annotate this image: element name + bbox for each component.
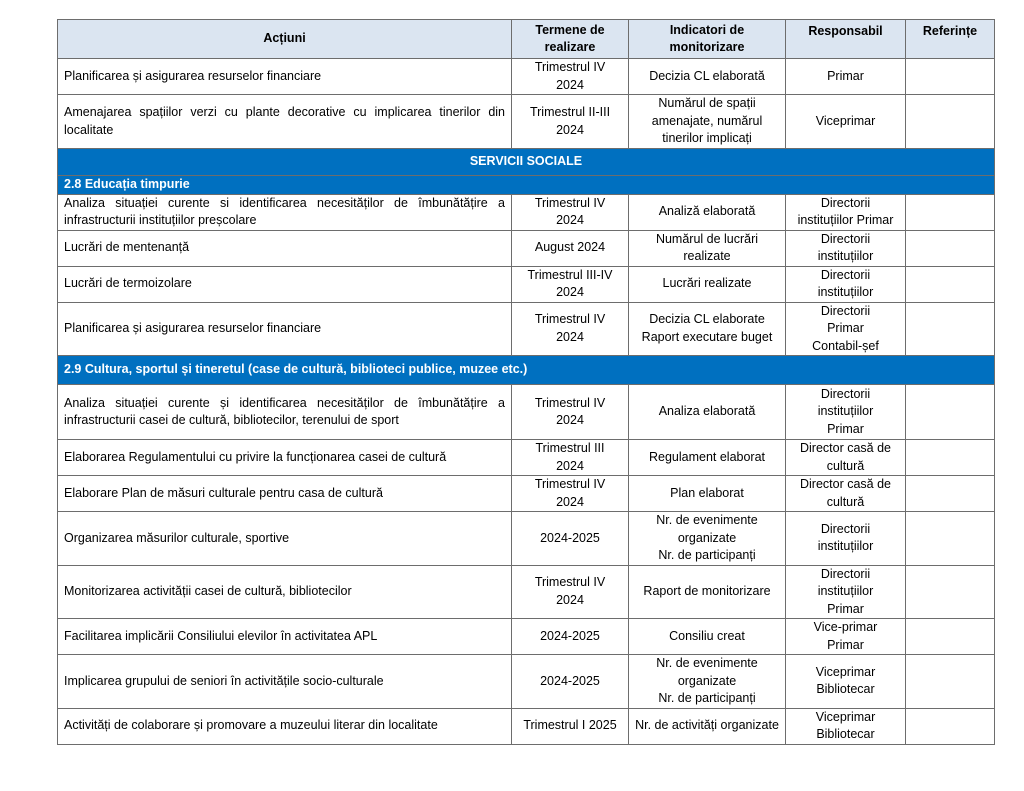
responsible-line: Primar [827, 421, 864, 436]
action-cell: Elaborarea Regulamentului cu privire la funcționarea casei de cultură [58, 440, 512, 476]
responsible-line: Primar [827, 601, 864, 616]
deadline-line: Trimestrul IV [534, 477, 606, 491]
table-row [58, 655, 995, 709]
reference-cell [906, 708, 995, 744]
indicator-cell [629, 194, 786, 230]
responsible-cell [786, 59, 906, 95]
indicator-line: organizate [677, 673, 737, 688]
reference-cell [906, 59, 995, 95]
action-cell: Activități de colaborare și promovare a muzeului literar din localitate [58, 708, 512, 744]
reference-cell [906, 95, 995, 149]
responsible-cell [786, 476, 906, 512]
deadline-line: Trimestrul I 2025 [523, 718, 617, 733]
table-header-row [58, 20, 995, 59]
action-cell: Elaborare Plan de măsuri culturale pentru casa de cultură [58, 476, 512, 512]
indicator-line: Decizia CL elaborate [649, 312, 765, 327]
deadline-line: Trimestrul IV [534, 60, 606, 74]
table-row [58, 302, 995, 356]
table-row [58, 708, 995, 744]
responsible-line: Viceprimar [815, 709, 876, 724]
responsible-cell [786, 440, 906, 476]
indicator-cell [629, 440, 786, 476]
indicator-line: Analiză elaborată [658, 204, 756, 219]
responsible-line: cultură [826, 494, 865, 509]
reference-cell [906, 512, 995, 566]
responsible-line: Vice-primar [813, 620, 878, 634]
responsible-line: instituțiilor [817, 404, 874, 419]
responsible-line: Directorii [820, 566, 871, 581]
action-cell: Implicarea grupului de seniori în activitățile socio-culturale [58, 655, 512, 709]
action-cell: Analiza situației curente si identificarea necesităților de îmbunătățire a infrastructurii instituțiilor preșcolare [58, 194, 512, 230]
responsible-line: instituțiilor [817, 285, 874, 299]
responsible-line: Contabil-șef [812, 338, 879, 353]
table-row [58, 512, 995, 566]
responsible-cell [786, 194, 906, 230]
subsection-title-2-9: 2.9 Cultura, sportul și tineretul (case de cultură, biblioteci publice, muzee etc.) [58, 356, 995, 385]
action-cell: Planificarea și asigurarea resurselor financiare [58, 302, 512, 356]
deadline-cell [512, 266, 629, 302]
deadline-line: 2024 [556, 494, 584, 509]
rows-top [58, 59, 995, 149]
indicator-line: Regulament elaborat [648, 449, 766, 464]
deadline-cell [512, 440, 629, 476]
indicator-line: organizate [677, 530, 737, 545]
deadline-line: 2024 [556, 413, 584, 427]
action-cell: Lucrări de mentenanță [58, 230, 512, 266]
indicator-cell [629, 708, 786, 744]
deadline-line: Trimestrul III-IV [527, 267, 613, 282]
indicator-line: Plan elaborat [670, 485, 744, 500]
deadline-cell [512, 512, 629, 566]
responsible-cell [786, 302, 906, 356]
responsible-line: instituțiilor Primar [797, 213, 894, 227]
deadline-cell [512, 708, 629, 744]
responsible-cell [786, 565, 906, 619]
subsection-title-2-8: 2.8 Educația timpurie [58, 176, 995, 195]
responsible-line: Bibliotecar [816, 682, 875, 697]
rows-2-9 [58, 385, 995, 745]
reference-cell [906, 266, 995, 302]
table-row [58, 619, 995, 655]
action-cell: Lucrări de termoizolare [58, 266, 512, 302]
indicator-cell [629, 619, 786, 655]
responsible-line: Directorii [820, 303, 871, 318]
responsible-cell [786, 266, 906, 302]
deadline-cell [512, 302, 629, 356]
reference-cell [906, 230, 995, 266]
reference-cell [906, 194, 995, 230]
responsible-cell [786, 230, 906, 266]
reference-cell [906, 302, 995, 356]
responsible-cell [786, 95, 906, 149]
deadline-line: 2024 [556, 592, 584, 607]
deadline-cell [512, 476, 629, 512]
section-social [58, 149, 995, 195]
header-indicators: Indicatori de monitorizare [629, 20, 786, 59]
action-plan-table [57, 19, 995, 745]
table-row [58, 476, 995, 512]
responsible-line: Primar [827, 68, 864, 83]
deadline-cell [512, 655, 629, 709]
deadline-cell [512, 565, 629, 619]
responsible-line: Directorii [820, 195, 871, 210]
deadline-line: August 2024 [534, 240, 606, 255]
responsible-line: Director casă de [799, 477, 891, 491]
section-2-9 [58, 356, 995, 385]
table-row [58, 95, 995, 149]
deadline-cell [512, 95, 629, 149]
deadline-line: 2024 [556, 122, 584, 137]
deadline-cell [512, 59, 629, 95]
deadline-line: 2024 [556, 329, 584, 344]
responsible-line: Viceprimar [815, 664, 876, 679]
responsible-line: cultură [826, 458, 865, 473]
indicator-cell [629, 655, 786, 709]
responsible-line: instituțiilor [817, 539, 874, 554]
indicator-line: Raport de monitorizare [643, 584, 771, 598]
deadline-line: Trimestrul IV [534, 312, 606, 327]
deadline-cell [512, 194, 629, 230]
deadline-line: 2024 [556, 285, 584, 299]
indicator-cell [629, 565, 786, 619]
responsible-cell [786, 619, 906, 655]
header-deadlines: Termene de realizare [512, 20, 629, 59]
indicator-cell [629, 302, 786, 356]
indicator-line: Nr. de evenimente [656, 656, 758, 670]
indicator-cell [629, 385, 786, 440]
action-cell: Analiza situației curente și identificarea necesităților de îmbunătățire a infrastructurii casei de cultură, bibliotecilor, terenului de sport [58, 385, 512, 440]
deadline-line: Trimestrul II-III [529, 105, 611, 119]
responsible-line: Directorii [820, 231, 871, 246]
deadline-line: Trimestrul IV [534, 195, 606, 210]
responsible-line: Bibliotecar [816, 727, 875, 741]
responsible-cell [786, 708, 906, 744]
indicator-line: Consiliu creat [669, 628, 745, 643]
indicator-cell [629, 59, 786, 95]
indicator-line: Nr. de activități organizate [635, 718, 779, 733]
responsible-cell [786, 385, 906, 440]
responsible-line: instituțiilor [817, 249, 874, 263]
table-row [58, 59, 995, 95]
reference-cell [906, 655, 995, 709]
header-actions: Acțiuni [58, 20, 512, 59]
indicator-line: realizate [683, 249, 731, 263]
table-row [58, 440, 995, 476]
reference-cell [906, 619, 995, 655]
indicator-cell [629, 512, 786, 566]
indicator-line: amenajate, numărul [651, 113, 763, 128]
action-cell: Amenajarea spațiilor verzi cu plante decorative cu implicarea tinerilor din localitate [58, 95, 512, 149]
indicator-line: Raport executare buget [641, 329, 773, 344]
responsible-line: Directorii [820, 521, 871, 536]
section-title-social: SERVICII SOCIALE [58, 149, 995, 176]
indicator-line: Nr. de participanți [658, 691, 756, 705]
header-references: Referințe [906, 20, 995, 59]
deadline-cell [512, 619, 629, 655]
indicator-line: Nr. de participanți [658, 548, 756, 562]
indicator-line: tinerilor implicați [662, 131, 752, 146]
responsible-line: Directorii [820, 386, 871, 401]
indicator-cell [629, 266, 786, 302]
header-responsible: Responsabil [786, 20, 906, 59]
responsible-line: Primar [827, 321, 864, 335]
deadline-line: 2024-2025 [540, 673, 600, 688]
responsible-cell [786, 655, 906, 709]
deadline-line: 2024 [556, 213, 584, 227]
table-row [58, 385, 995, 440]
deadline-line: 2024 [556, 458, 584, 473]
table-row [58, 565, 995, 619]
table-row [58, 230, 995, 266]
deadline-line: 2024 [556, 77, 584, 92]
indicator-line: Lucrări realizate [662, 276, 752, 291]
table-row [58, 194, 995, 230]
deadline-line: Trimestrul IV [534, 575, 606, 590]
indicator-line: Decizia CL elaborată [649, 68, 765, 83]
action-cell: Planificarea și asigurarea resurselor financiare [58, 59, 512, 95]
deadline-line: 2024-2025 [540, 530, 600, 545]
responsible-line: Directorii [820, 267, 871, 282]
indicator-cell [629, 476, 786, 512]
deadline-line: Trimestrul III [535, 441, 605, 455]
table-row [58, 266, 995, 302]
indicator-line: Numărul de lucrări [655, 231, 759, 246]
indicator-cell [629, 230, 786, 266]
deadline-cell [512, 385, 629, 440]
indicator-line: Analiza elaborată [658, 404, 756, 419]
action-cell: Organizarea măsurilor culturale, sportive [58, 512, 512, 566]
action-cell: Monitorizarea activității casei de cultură, bibliotecilor [58, 565, 512, 619]
indicator-line: Nr. de evenimente [656, 513, 758, 527]
deadline-line: Trimestrul IV [534, 395, 606, 410]
indicator-cell [629, 95, 786, 149]
reference-cell [906, 476, 995, 512]
reference-cell [906, 385, 995, 440]
indicator-line: Numărul de spații [658, 96, 756, 111]
reference-cell [906, 440, 995, 476]
reference-cell [906, 565, 995, 619]
responsible-line: Viceprimar [815, 113, 876, 128]
responsible-line: Primar [827, 637, 864, 652]
deadline-line: 2024-2025 [540, 628, 600, 643]
responsible-line: instituțiilor [817, 584, 874, 598]
responsible-line: Director casă de [799, 441, 891, 455]
action-cell: Facilitarea implicării Consiliului elevilor în activitatea APL [58, 619, 512, 655]
deadline-cell [512, 230, 629, 266]
rows-2-8 [58, 194, 995, 356]
responsible-cell [786, 512, 906, 566]
